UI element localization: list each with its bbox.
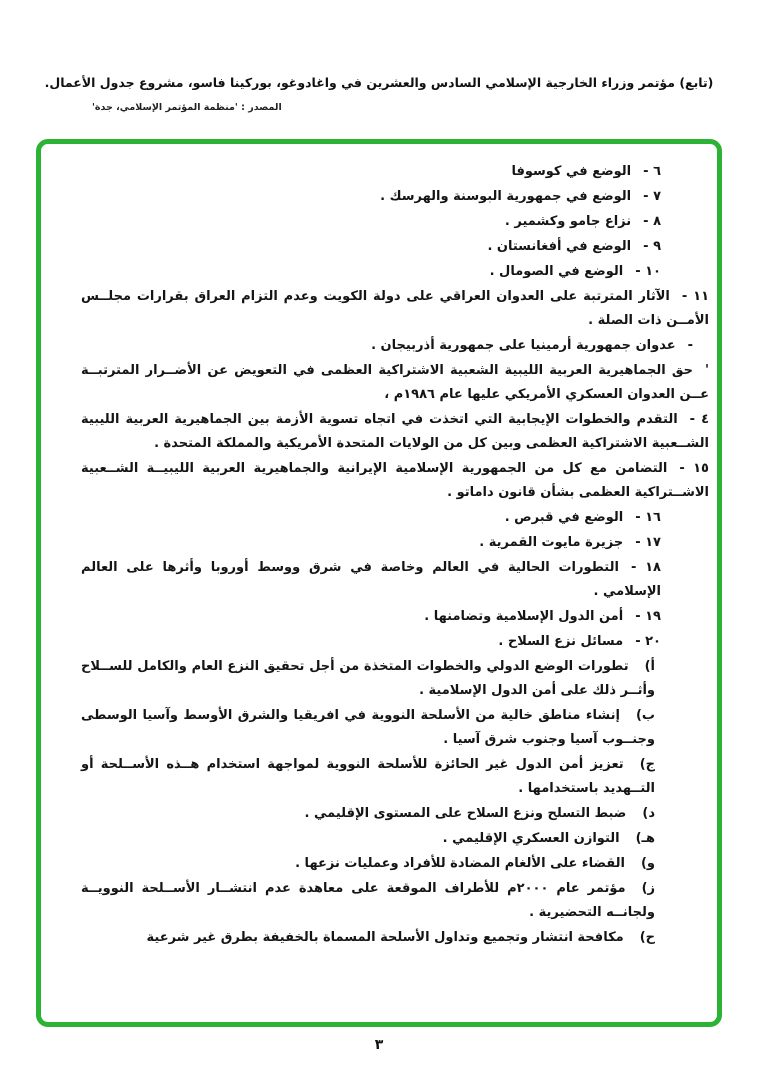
agenda-item [81,408,709,456]
agenda-item [81,704,709,752]
agenda-item [81,877,709,925]
item-marker: ح) [639,930,655,945]
item-text: مسائل نزع السلاح . [498,634,624,649]
page-number: ٣ [374,1037,384,1053]
item-text: مؤتمر عام ٢٠٠٠م للأطراف الموقعة على معاهدة عدم انتشــار الأســلحة النوويــة ولجانــه التحضيرية . [81,881,655,920]
item-marker: ١٠ - [635,264,661,279]
agenda-item [81,359,709,407]
item-marker: ٩ - [643,239,661,254]
item-marker: ١١ - [681,289,710,304]
item-marker: ٧ - [643,189,661,204]
item-text: الوضع في قبرص . [504,510,624,525]
item-text: التطورات الحالية في العالم وخاصة في شرق ووسط أوروبا وأثرها على العالم الإسلامي . [81,560,661,599]
item-marker: ز) [641,881,655,896]
item-marker: ٨ - [643,214,661,229]
item-marker: ١٥ - [679,461,709,476]
item-text: تطورات الوضع الدولي والخطوات المتخذة من أجل تحقيق النزع العام والكامل للســلاح وأثــر ذلك على أمن الدول الإسلامية . [81,659,655,698]
item-text: الوضع في جمهورية البوسنة والهرسك . [380,189,632,204]
item-marker: ٢٠ - [635,634,661,649]
agenda-item [81,506,709,530]
item-text: التضامن مع كل من الجمهورية الإسلامية الإيرانية والجماهيرية العربية الليبيــة الشــعبية الاشــتراكية العظمى بشأن قانون داماتو . [81,461,709,500]
agenda-item [81,630,709,654]
agenda-item [81,753,709,801]
document-title: (تابع) مؤتمر وزراء الخارجية الإسلامي السادس والعشرين في واغادوغو، بوركينا فاسو، مشروع جدول الأعمال. [44,75,714,90]
item-text: الوضع في الصومال . [489,264,624,279]
agenda-item [81,605,709,629]
item-marker: ١٨ - [630,560,661,575]
agenda-item [81,926,709,950]
item-marker: ٤ - [689,412,709,427]
item-text: أمن الدول الإسلامية وتضامنها . [424,609,624,624]
agenda-list [81,160,709,950]
item-marker: ١٧ - [635,535,661,550]
agenda-item [81,802,709,826]
item-marker: ٦ - [643,164,661,179]
item-text: حق الجماهيرية العربية الليبية الشعبية الاشتراكية العظمى في التعويض عن الأضــرار المترتبــة عــن العدوان العسكري الأمريكي عليها عام ١٩٨٦م ، [81,363,709,402]
item-text: الآثار المترتبة على العدوان العراقي على دولة الكويت وعدم التزام العراق بقرارات مجلــس الأمــن ذات الصلة . [81,289,709,328]
agenda-item [81,655,709,703]
agenda-item [81,556,709,604]
agenda-item [81,457,709,505]
item-text: الوضع في كوسوفا [511,164,632,179]
item-text: الوضع في أفغانستان . [487,239,632,254]
agenda-item [81,260,709,284]
agenda-item [81,185,709,209]
item-text: إنشاء مناطق خالية من الأسلحة النووية في افريقيا والشرق الأوسط وآسيا الوسطى وجنــوب آسيا وجنوب شرق آسيا . [81,708,655,747]
agenda-item [81,210,709,234]
agenda-item [81,285,709,333]
agenda-item [81,531,709,555]
item-marker: ١٩ - [635,609,661,624]
agenda-item [81,160,709,184]
agenda-item [81,235,709,259]
item-marker: و) [640,856,655,871]
item-marker: ب) [635,708,655,723]
item-marker: هـ) [635,831,655,846]
item-marker: ١٦ - [635,510,661,525]
item-marker: - [687,338,693,353]
item-marker: أ) [644,659,655,674]
item-text: التوازن العسكري الإقليمي . [442,831,620,846]
source-line: المصدر : 'منظمة المؤتمر الإسلامي، جدة' [92,102,282,113]
item-text: القضاء على الألغام المضادة للأفراد وعمليات نزعها . [295,856,625,871]
agenda-item [81,334,709,358]
agenda-box [36,139,722,1027]
item-marker: ' [705,363,709,378]
item-text: تعزيز أمن الدول غير الحائزة للأسلحة النووية لمواجهة استخدام هــذه الأســلحة أو التــهديد باستخدامها . [81,757,655,796]
item-text: نزاع جامو وكشمير . [504,214,632,229]
item-marker: ج) [639,757,655,772]
item-text: مكافحة انتشار وتجميع وتداول الأسلحة المسماة بالخفيفة بطرق غير شرعية [146,930,624,945]
agenda-item [81,827,709,851]
document-header [36,74,722,113]
item-text: التقدم والخطوات الإيجابية التي اتخذت في اتجاه تسوية الأزمة بين الجماهيرية العربية الليبية الشــعبية الاشتراكية العظمى وبين كل من الولايات المتحدة الأمريكية والمملكة المتحدة . [81,412,709,451]
item-text: عدوان جمهورية أرمينيا على جمهورية أذربيجان . [371,338,676,353]
item-marker: د) [642,806,655,821]
item-text: جزيرة مايوت القمرية . [479,535,624,550]
item-text: ضبط التسلح ونزع السلاح على المستوى الإقليمي . [304,806,627,821]
agenda-item [81,852,709,876]
